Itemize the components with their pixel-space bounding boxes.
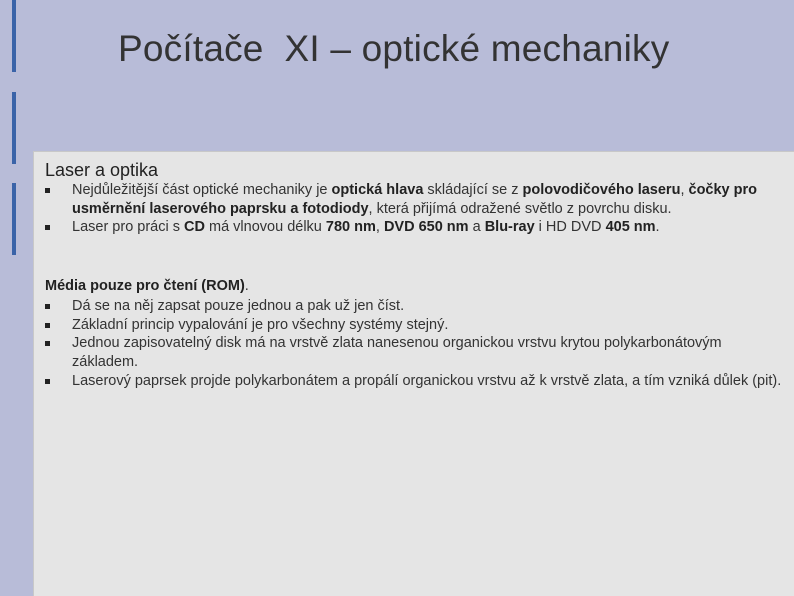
text-run: .	[655, 219, 660, 236]
bold-term: čočky pro usměrnění laserového paprsku a fotodiody	[72, 182, 757, 217]
rom-list	[33, 297, 783, 391]
item-text: Dá se na něj zapsat pouze jednou a pak už jen číst.	[72, 298, 405, 314]
list-item	[33, 334, 783, 371]
text-run: , která přijímá odražené světlo z povrchu disku.	[368, 200, 672, 217]
slide-title: Počítače XI – optické mechaniky	[118, 28, 670, 69]
item-text: Základní princip vypalování je pro všechny systémy stejný.	[72, 316, 449, 333]
bold-term: CD	[184, 219, 205, 236]
bold-term: Blu-ray	[484, 219, 535, 236]
item-text: Laserový paprsek projde polykarbonátem a propálí organickou vrstvu až k vrstvě zlata, a tím vzniká důlek (pit).	[72, 372, 782, 389]
text-run: i HD DVD	[534, 219, 606, 236]
bullet-icon	[45, 379, 50, 384]
laser-list	[33, 181, 783, 237]
item-text	[72, 182, 757, 217]
bold-term: optická hlava	[331, 182, 424, 198]
text-run: Nejdůležitější část optické mechaniky je	[72, 182, 332, 198]
list-item	[33, 181, 783, 218]
title-area	[0, 0, 794, 150]
bullet-icon	[45, 188, 50, 193]
bold-term: 780 nm	[325, 219, 376, 236]
text-run: ,	[375, 219, 384, 236]
bullet-icon	[45, 225, 50, 230]
section-heading-rom	[45, 278, 249, 294]
bold-term: Média pouze pro čtení (ROM)	[45, 278, 245, 294]
accent-bar-bottom	[12, 183, 16, 255]
bold-term: DVD 650 nm	[383, 219, 469, 236]
bullet-icon	[45, 341, 50, 346]
bold-term: polovodičového laseru	[522, 182, 681, 198]
bullet-icon	[45, 304, 50, 309]
list-item	[33, 297, 783, 316]
text-run: Laser pro práci s	[72, 219, 185, 236]
text-run: .	[244, 278, 249, 294]
text-run: ,	[680, 182, 689, 198]
bullet-icon	[45, 323, 50, 328]
text-run: a	[468, 219, 485, 236]
text-run: skládající se z	[423, 182, 523, 198]
bold-term: 405 nm	[605, 219, 656, 236]
text-run: má vlnovou délku	[204, 219, 326, 236]
item-text	[72, 219, 660, 235]
section-heading-laser: Laser a optika	[45, 160, 159, 180]
list-item	[33, 372, 783, 391]
item-text: Jednou zapisovatelný disk má na vrstvě zlata nanesenou organickou vrstvu krytou polykarbonátovým základem.	[72, 335, 722, 371]
list-item	[33, 316, 783, 335]
list-item	[33, 218, 783, 237]
